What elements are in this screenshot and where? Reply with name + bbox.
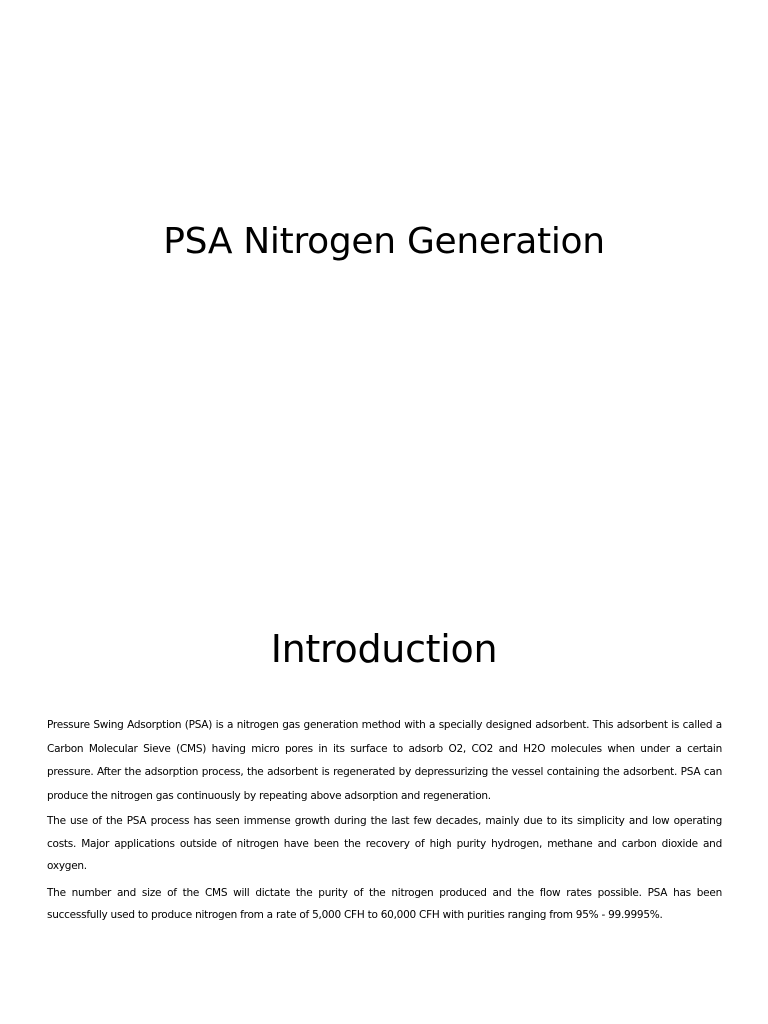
intro-paragraph-cms-purity: The number and size of the CMS will dictate the purity of the nitrogen produced and the flow rates possible. PSA has been successfully used to produce nitrogen from a rate of 5,000 CFH to 60,000 CFH with purities ranging from 95% - 99.9995%. [47,886,722,921]
slide-title: PSA Nitrogen Generation [163,221,605,262]
intro-paragraph-psa-definition: Pressure Swing Adsorption (PSA) is a nitrogen gas generation method with a specially designed adsorbent. This adsorbent is called a Carbon Molecular Sieve (CMS) having micro pores in its surface to adsorb O2, CO2 and H2O molecules when under a certain pressure. After the adsorption process, the adsorbent is regenerated by depressurizing the vessel containing the adsorbent. PSA can produce the nitrogen gas continuously by repeating above adsorption and regeneration. [47,719,722,802]
intro-body [47,714,722,926]
intro-paragraph-psa-growth: The use of the PSA process has seen immense growth during the last few decades, mainly due to its simplicity and low operating costs. Major applications outside of nitrogen have been the recovery of high purity hydrogen, methane and carbon dioxide and oxygen. [47,815,722,872]
section-heading: Introduction [270,627,498,671]
